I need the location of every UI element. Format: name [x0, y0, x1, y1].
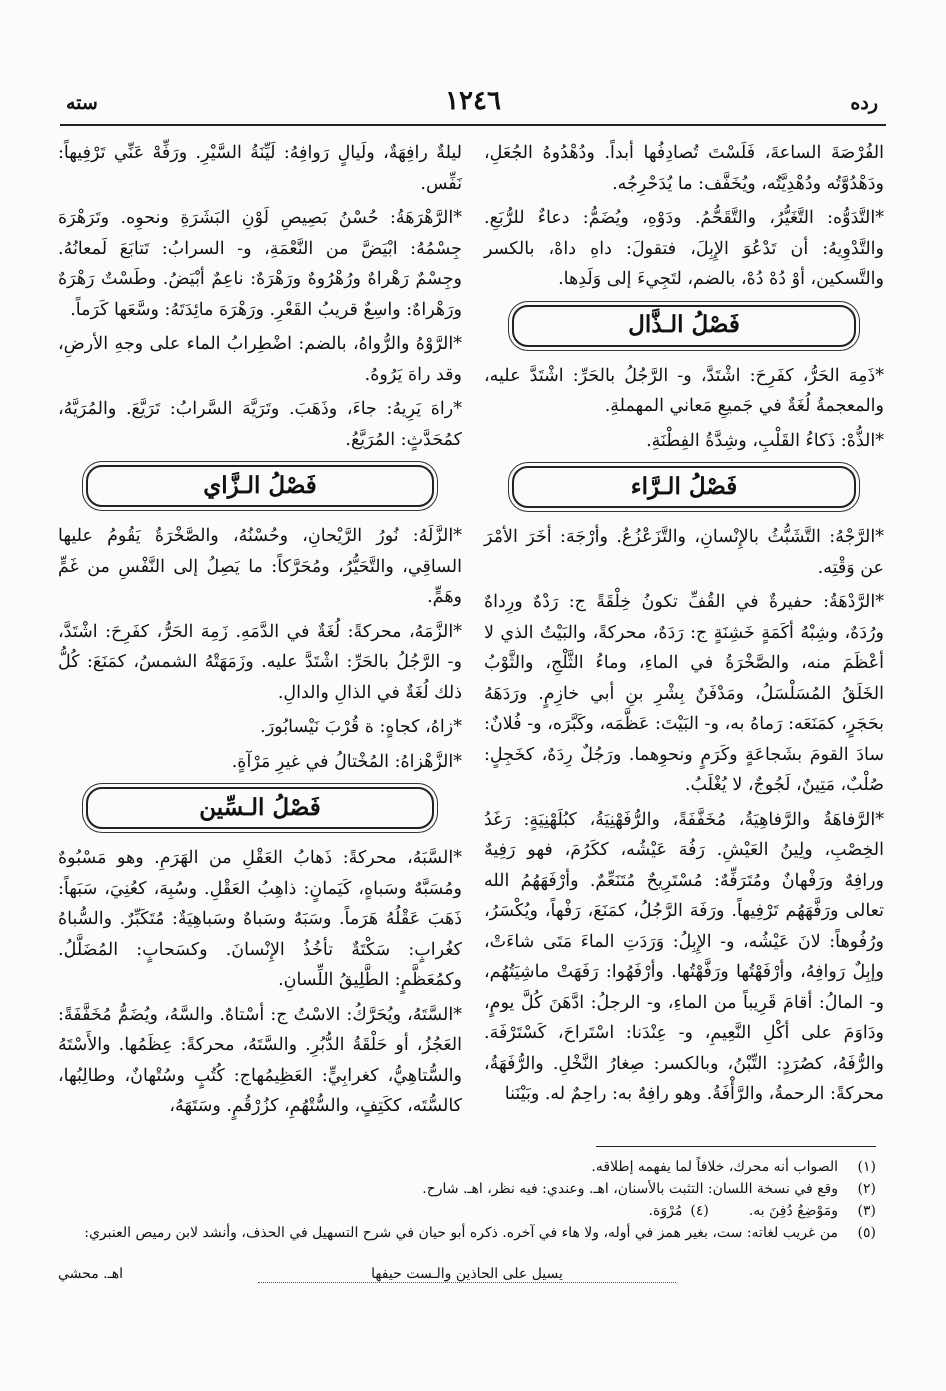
section-heading: فَصْلُ الـزَّاي: [86, 465, 434, 507]
verse-line: [58, 1266, 876, 1290]
entry: *الرَّجْهُ: التَّشَبُّثُ بالإِنْسانِ، والتَّزَعْزُعُ. وأرْجَهَ: أخَرَ الأمْرَ عن وَقْتِه.: [484, 527, 884, 578]
footnote-text: مُرْوَة.: [648, 1203, 683, 1219]
entry: *الرَّوْهُ والرُّواهُ، بالضم: اضْطِرابُ الماء على وجهِ الأرضِ، وقد راهَ يَرُوهُ.: [58, 334, 462, 385]
section-heading: فَصْلُ الـسِّين: [86, 787, 434, 829]
section-heading: فَصْلُ الـذَّال: [512, 305, 856, 347]
entry: *السَّتَهُ، ويُحَرَّكُ: الاسْتُ ج: أسْتاهٌ. والسَّهُ، ويُضَمُّ مُخَفَّفَةً: العَجُزُ، أو حَلْقَةُ الدُّبُرِ. والسَّتَهُ، محركةً: عِظَمُها. والأَسْتَهُ والسُّتاهِيُّ، كغرابِيٍّ: العَظِيمُهاج: كُتُبٍ وسُتْهانٌ، وطالِبُها، كالسُّتَه، ككَتِفٍ، والسُّتْهُمِ، كزُرْقُمٍ. وسَتَهَهُ،: [58, 1004, 462, 1116]
footnote-rule: [596, 1146, 876, 1147]
entry: *الرَّهْرَهَةُ: حُسْنُ بَصِيصِ لَوْنِ البَشَرَةِ ونحوِه. وتَرَهْرَهَ جِسْمُهُ: ابْيَضَّ من النَّعْمَةِ، و- السرابُ: تَتابَعَ لَمعانُهُ. وجِسْمٌ رَهْراهٌ ورُهْرُوهٌ ورَهْرَهٌ: ناعِمٌ أبْيَضُ. وطَسْتٌ رَهْرَهٌ ورَهْراهٌ: واسِعٌ قريبُ القَعْرِ. ورَهْرَهَ مائِدَتَهُ: وسَّعَها كَرَماً.: [58, 208, 462, 320]
footnote: [56, 1222, 876, 1244]
verse-text: يسيل على الحاذين والـست حيفها: [258, 1266, 676, 1283]
footnote: [56, 1178, 876, 1200]
footnote-text: ومَوْضِعُ دُفِنَ به.: [748, 1203, 838, 1219]
annotator-note: اهـ. محشي: [58, 1266, 123, 1282]
running-head-right-word: رده: [850, 92, 878, 114]
footnote-number: (٥): [857, 1225, 876, 1241]
entry: *الزَّهْزاهُ: المُخْتالُ في غيرِ مَرْآةٍ.: [231, 751, 462, 772]
footnote: [56, 1156, 876, 1178]
left-column: [58, 138, 462, 1126]
footnote-number: (٢): [857, 1181, 876, 1197]
footnote-number: (٣): [857, 1203, 876, 1219]
running-head: [58, 88, 888, 128]
entry: ليلةٌ رافِهَةٌ، ولَيالٍ رَوافِهُ: لَيِّنَةُ السَّيْرِ. ورَفِّهْ عَنِّي تَرْفِيهاً: نَفِّس.: [58, 143, 462, 194]
header-rule: [60, 124, 886, 126]
entry: *الرَّدْهَةُ: حفيرةٌ في القُفِّ تكونُ خِلْقَةً ج: رَدْهٌ ورِداهٌ ورُدَهٌ، وشِبْهُ أكَمَةٍ خَشِنَةٍ ج: رَدَهٌ، محركةً، والبَيْتُ الذي لا أعْظَمَ منه، والصَّخْرَةُ في الماءِ، وماءُ الثَّلْجِ، والثَّوْبُ الخَلَقُ المُسَلْسَلُ، ومَدْفَنٌ بِشْرِ بنِ أبي خازِمٍ. ورَدَهَهُ بحَجَرٍ، كمَنَعَه: رَماهُ به، و- البَيْتَ: عَظَّمَه، وكَبَّرَه، و- فُلانٌ: سادَ القومَ بشَجاعَةٍ وكَرَمٍ ونحوِهما. ورَجُلٌ رِدَهٌ، كخَجِلٍ: صُلْبٌ، مَتِينٌ، لَجُوجٌ، لا يُغْلَبُ.: [484, 592, 884, 795]
footnote-text: وقع في نسخة اللسان: التثبت بالأسنان، اهـ. وعندي: فيه نظر، اهـ. شارح.: [422, 1181, 838, 1197]
footnote-text: الصواب أنه محرك، خلافاً لما يفهمه إطلاقه.: [591, 1159, 838, 1175]
entry: *راهَ يَرِيهُ: جاءَ، وذَهَبَ. وتَرَيَّهَ السَّرابُ: تَرَيَّعَ. والمُرَيَّهُ، كمُحَدَّثٍ: المُرَيَّعُ.: [58, 399, 462, 450]
entry: *الزَّمَهُ، محركةً: لُغَةٌ في الدَّمَهِ. زَمِهَ الحَرُّ، كفَرِحَ: اشْتَدَّ، و- الرَّجُلُ بالحَرِّ: اشْتَدَّ عليه. وزَمَهَتْهُ الشمسُ، كمَنَعَ: كُلُّ ذلك لُغَةٌ في الذالِ والدالِ.: [58, 621, 462, 703]
footnote: [56, 1200, 876, 1222]
entry: *زاهُ، كجاهٍ: ة قُرْبَ نَيْسابُورَ.: [260, 717, 462, 737]
entry: *الرَّفاهَةُ والرَّفاهِيَةُ، مُخَفَّفَةً، والرُّفَهْنِيَةُ، كبُلَهْنِيَةٍ: رَغَدُ الخِصْبِ، ولِينُ العَيْشِ. رَفُهَ عَيْشُه، ككَرُمَ، فهو رَفِيهٌ ورافِهٌ ورَفْهانٌ ومُتَرَفِّهٌ: مُسْتَرِيحٌ مُتَنَعِّمٌ. وأرْفَهَهُمُ الله تعالى ورَفَّهَهُم تَرْفِيهاً. ورَفَهَ الرَّجُلُ، كمَنَعَ، رَفْهاً، ويُكْسَرُ، ورُفُوهاً: لانَ عَيْشُه، و- الإِبِلُ: وَرَدَتِ الماءَ مَتَى شاءَتْ، وإبِلٌ رَوافِهُ، وأرْفَهْتُها ورَفَّهْتُها. وأرْفَهُوا: رَفَهَتْ ماشِيَتُهُم، و- المالُ: أقامَ قَرِيباً من الماءِ، و- الرجلُ: ادَّهَنَ كُلَّ يومٍ، ودَاوَمَ على أكْلِ النَّعِيمِ، و- عِنْدَنا: اسْتَراحَ، كَسْتَرْفَهَ. والرُّفَهُ، كصُرَدٍ: التِّبْنُ، وبالكسر: صِغارُ النَّخْلِ. والرُّفَهَةُ، محركةً: الرحمةُ، والرَّأْفَةُ. وهو رافِهٌ به: راحِمٌ له. وبَيْنَنا: [484, 809, 884, 1104]
footnote-number: (١): [857, 1159, 876, 1175]
footnotes: [56, 1156, 876, 1244]
right-column: [484, 138, 884, 1114]
entry: *التَّدَوُّه: التَّغَيُّرُ، والتَّقَحُّمُ. ودَوْهِ، ويُضَمُّ: دعاءٌ للرُّبَعِ. والتَّدْوِيهُ: أن تَدْعُوَ الإِبِلَ، فتقولَ: داهِ داهْ، بالكسر والتَّسكين، أوْ دُهْ دُهْ، بالضم، لتَجِيءَ إلى وَلَدِها.: [484, 208, 884, 289]
entry: *الذُّهْ: ذَكاءُ القَلْبِ، وشِدَّةُ الفِطْنَةِ.: [646, 430, 884, 451]
running-head-left-word: سته: [66, 92, 98, 114]
entry: *ذَمِهَ الحَرُّ، كفَرِحَ: اشْتَدَّ، و- الرَّجُلُ بالحَرِّ: اشْتَدَّ عليه، والمعجمةُ لُغَةٌ في جَميعِ مَعاني المهملةِ.: [484, 365, 884, 416]
section-heading: فَصْلُ الـرَّاء: [512, 466, 856, 508]
footnote-text: من غريب لغاته: ست، بغير همز في أوله، ولا هاء في آخره. ذكره أبو حيان في شرح التسهيل في الحذف، وأنشد لابن رميص العنبري:: [84, 1225, 838, 1241]
entry: الفُرْصَةَ الساعةَ، فَلَسْتَ تُصادِفُها أبداً. ودُهْدُوهُ الجُعَلِ، ودَهْدُوَّتُه ودُهْدِيَّتُه، ويُخَفَّف: ما يُدَحْرِجُه.: [484, 143, 884, 194]
entry: *الزَّلَهُ: نُورُ الرَّيْحانِ، وحُسْنُهُ، والصَّخْرَةُ يَقُومُ عليها الساقِي، والتَّحَيُّرُ، ومُحَرَّكاً: ما يَصِلُ إلى النَّفْسِ من غَمٍّ وهَمٍّ.: [58, 526, 462, 607]
entry: *السَّبَهُ، محركةً: ذَهابُ العَقْلِ من الهَرَمِ. وهو مَسْبُوهٌ ومُسَبَّهٌ وسَباهٍ، كَيَمانٍ: ذاهِبُ العَقْلِ. وسُبِهَ، كعُنِيَ، سَبَهاً: ذَهَبَ عَقْلُهُ هَرَماً. وسَبَهٌ وسَباهٌ وسَباهِيَةٌ: مُتَكَبِّرٌ. والسُّباهُ كغُرابٍ: سَكْتَةٌ تأخُذُ الإِنْسانَ. وكسَحابٍ: المُضَلَّلُ. وكمُعَظَّمٍ: الطَّلِيقُ اللِّسانِ.: [58, 848, 462, 990]
page-number: ١٢٤٦: [445, 86, 501, 116]
footnote-number: (٤): [690, 1203, 709, 1219]
